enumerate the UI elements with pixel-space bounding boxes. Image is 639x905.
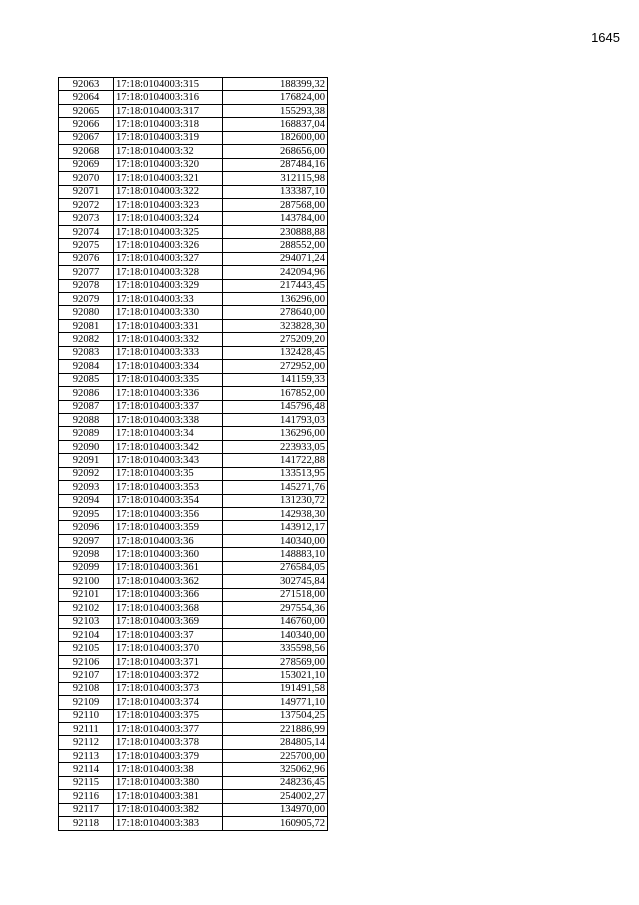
value-cell: 278640,00 <box>223 306 328 319</box>
row-number-cell: 92090 <box>59 440 114 453</box>
row-number-cell: 92098 <box>59 548 114 561</box>
row-number-cell: 92083 <box>59 346 114 359</box>
value-cell: 133513,95 <box>223 467 328 480</box>
value-cell: 149771,10 <box>223 696 328 709</box>
table-row <box>59 467 328 480</box>
row-number-cell: 92081 <box>59 319 114 332</box>
cadastral-number-cell: 17:18:0104003:338 <box>114 413 223 426</box>
row-number-cell: 92075 <box>59 239 114 252</box>
cadastral-number-cell: 17:18:0104003:369 <box>114 615 223 628</box>
value-cell: 167852,00 <box>223 387 328 400</box>
row-number-cell: 92097 <box>59 534 114 547</box>
table-row <box>59 427 328 440</box>
row-number-cell: 92118 <box>59 817 114 830</box>
cadastral-number-cell: 17:18:0104003:317 <box>114 104 223 117</box>
row-number-cell: 92080 <box>59 306 114 319</box>
table-row <box>59 615 328 628</box>
cadastral-number-cell: 17:18:0104003:360 <box>114 548 223 561</box>
cadastral-number-cell: 17:18:0104003:32 <box>114 145 223 158</box>
value-cell: 335598,56 <box>223 642 328 655</box>
cadastral-number-cell: 17:18:0104003:329 <box>114 279 223 292</box>
value-cell: 223933,05 <box>223 440 328 453</box>
row-number-cell: 92084 <box>59 360 114 373</box>
row-number-cell: 92099 <box>59 561 114 574</box>
row-number-cell: 92117 <box>59 803 114 816</box>
table-row <box>59 212 328 225</box>
cadastral-number-cell: 17:18:0104003:320 <box>114 158 223 171</box>
table-row <box>59 266 328 279</box>
row-number-cell: 92068 <box>59 145 114 158</box>
table-row <box>59 91 328 104</box>
value-cell: 221886,99 <box>223 723 328 736</box>
table-row <box>59 642 328 655</box>
row-number-cell: 92076 <box>59 252 114 265</box>
cadastral-number-cell: 17:18:0104003:361 <box>114 561 223 574</box>
cadastral-number-cell: 17:18:0104003:359 <box>114 521 223 534</box>
table-row <box>59 400 328 413</box>
value-cell: 155293,38 <box>223 104 328 117</box>
value-cell: 278569,00 <box>223 655 328 668</box>
row-number-cell: 92089 <box>59 427 114 440</box>
table-row <box>59 548 328 561</box>
row-number-cell: 92072 <box>59 198 114 211</box>
cadastral-number-cell: 17:18:0104003:378 <box>114 736 223 749</box>
row-number-cell: 92106 <box>59 655 114 668</box>
cadastral-number-cell: 17:18:0104003:373 <box>114 682 223 695</box>
row-number-cell: 92102 <box>59 602 114 615</box>
row-number-cell: 92107 <box>59 669 114 682</box>
value-cell: 287568,00 <box>223 198 328 211</box>
cadastral-number-cell: 17:18:0104003:380 <box>114 776 223 789</box>
cadastral-number-cell: 17:18:0104003:370 <box>114 642 223 655</box>
row-number-cell: 92065 <box>59 104 114 117</box>
value-cell: 288552,00 <box>223 239 328 252</box>
table-row <box>59 104 328 117</box>
table-row <box>59 696 328 709</box>
value-cell: 248236,45 <box>223 776 328 789</box>
value-cell: 230888,88 <box>223 225 328 238</box>
row-number-cell: 92108 <box>59 682 114 695</box>
row-number-cell: 92112 <box>59 736 114 749</box>
row-number-cell: 92094 <box>59 494 114 507</box>
value-cell: 284805,14 <box>223 736 328 749</box>
cadastral-number-cell: 17:18:0104003:372 <box>114 669 223 682</box>
value-cell: 168837,04 <box>223 118 328 131</box>
cadastral-number-cell: 17:18:0104003:327 <box>114 252 223 265</box>
row-number-cell: 92078 <box>59 279 114 292</box>
value-cell: 217443,45 <box>223 279 328 292</box>
cadastral-number-cell: 17:18:0104003:337 <box>114 400 223 413</box>
row-number-cell: 92113 <box>59 749 114 762</box>
row-number-cell: 92069 <box>59 158 114 171</box>
cadastral-number-cell: 17:18:0104003:366 <box>114 588 223 601</box>
row-number-cell: 92109 <box>59 696 114 709</box>
value-cell: 134970,00 <box>223 803 328 816</box>
value-cell: 294071,24 <box>223 252 328 265</box>
table-row <box>59 575 328 588</box>
table-row <box>59 373 328 386</box>
value-cell: 182600,00 <box>223 131 328 144</box>
table-body <box>59 78 328 831</box>
table-row <box>59 293 328 306</box>
row-number-cell: 92064 <box>59 91 114 104</box>
value-cell: 136296,00 <box>223 427 328 440</box>
table-row <box>59 346 328 359</box>
cadastral-number-cell: 17:18:0104003:38 <box>114 763 223 776</box>
table-row <box>59 198 328 211</box>
table-row <box>59 185 328 198</box>
table-row <box>59 803 328 816</box>
cadastral-number-cell: 17:18:0104003:377 <box>114 723 223 736</box>
table-row <box>59 763 328 776</box>
row-number-cell: 92091 <box>59 454 114 467</box>
value-cell: 225700,00 <box>223 749 328 762</box>
row-number-cell: 92116 <box>59 790 114 803</box>
cadastral-number-cell: 17:18:0104003:316 <box>114 91 223 104</box>
cadastral-number-cell: 17:18:0104003:330 <box>114 306 223 319</box>
value-cell: 271518,00 <box>223 588 328 601</box>
row-number-cell: 92079 <box>59 293 114 306</box>
value-cell: 137504,25 <box>223 709 328 722</box>
table-row <box>59 682 328 695</box>
table-row <box>59 669 328 682</box>
table-row <box>59 534 328 547</box>
row-number-cell: 92105 <box>59 642 114 655</box>
table-row <box>59 118 328 131</box>
cadastral-number-cell: 17:18:0104003:318 <box>114 118 223 131</box>
cadastral-number-cell: 17:18:0104003:328 <box>114 266 223 279</box>
row-number-cell: 92088 <box>59 413 114 426</box>
value-cell: 145796,48 <box>223 400 328 413</box>
value-cell: 160905,72 <box>223 817 328 830</box>
row-number-cell: 92115 <box>59 776 114 789</box>
row-number-cell: 92085 <box>59 373 114 386</box>
row-number-cell: 92071 <box>59 185 114 198</box>
value-cell: 140340,00 <box>223 534 328 547</box>
value-cell: 148883,10 <box>223 548 328 561</box>
table-row <box>59 306 328 319</box>
cadastral-number-cell: 17:18:0104003:335 <box>114 373 223 386</box>
cadastral-number-cell: 17:18:0104003:34 <box>114 427 223 440</box>
value-cell: 254002,27 <box>223 790 328 803</box>
cadastral-number-cell: 17:18:0104003:315 <box>114 78 223 91</box>
cadastral-value-table <box>58 77 328 831</box>
cadastral-number-cell: 17:18:0104003:383 <box>114 817 223 830</box>
table-row <box>59 158 328 171</box>
table-row <box>59 494 328 507</box>
cadastral-number-cell: 17:18:0104003:322 <box>114 185 223 198</box>
table-row <box>59 508 328 521</box>
cadastral-number-cell: 17:18:0104003:323 <box>114 198 223 211</box>
row-number-cell: 92067 <box>59 131 114 144</box>
cadastral-number-cell: 17:18:0104003:326 <box>114 239 223 252</box>
row-number-cell: 92100 <box>59 575 114 588</box>
table-row <box>59 655 328 668</box>
cadastral-number-cell: 17:18:0104003:371 <box>114 655 223 668</box>
table-row <box>59 319 328 332</box>
cadastral-number-cell: 17:18:0104003:332 <box>114 333 223 346</box>
cadastral-number-cell: 17:18:0104003:35 <box>114 467 223 480</box>
value-cell: 141722,88 <box>223 454 328 467</box>
table-row <box>59 387 328 400</box>
cadastral-number-cell: 17:18:0104003:324 <box>114 212 223 225</box>
table-row <box>59 333 328 346</box>
table-row <box>59 252 328 265</box>
row-number-cell: 92096 <box>59 521 114 534</box>
table-row <box>59 413 328 426</box>
cadastral-number-cell: 17:18:0104003:321 <box>114 172 223 185</box>
value-cell: 276584,05 <box>223 561 328 574</box>
cadastral-number-cell: 17:18:0104003:333 <box>114 346 223 359</box>
value-cell: 287484,16 <box>223 158 328 171</box>
table-row <box>59 602 328 615</box>
value-cell: 242094,96 <box>223 266 328 279</box>
table-row <box>59 817 328 830</box>
cadastral-number-cell: 17:18:0104003:342 <box>114 440 223 453</box>
table-row <box>59 521 328 534</box>
value-cell: 268656,00 <box>223 145 328 158</box>
table-row <box>59 78 328 91</box>
row-number-cell: 92063 <box>59 78 114 91</box>
table-row <box>59 131 328 144</box>
value-cell: 275209,20 <box>223 333 328 346</box>
cadastral-number-cell: 17:18:0104003:381 <box>114 790 223 803</box>
table-row <box>59 440 328 453</box>
value-cell: 302745,84 <box>223 575 328 588</box>
cadastral-number-cell: 17:18:0104003:334 <box>114 360 223 373</box>
table-row <box>59 239 328 252</box>
row-number-cell: 92114 <box>59 763 114 776</box>
cadastral-number-cell: 17:18:0104003:356 <box>114 508 223 521</box>
value-cell: 143784,00 <box>223 212 328 225</box>
row-number-cell: 92103 <box>59 615 114 628</box>
row-number-cell: 92092 <box>59 467 114 480</box>
row-number-cell: 92095 <box>59 508 114 521</box>
cadastral-number-cell: 17:18:0104003:325 <box>114 225 223 238</box>
cadastral-number-cell: 17:18:0104003:362 <box>114 575 223 588</box>
table-row <box>59 225 328 238</box>
value-cell: 133387,10 <box>223 185 328 198</box>
table-row <box>59 360 328 373</box>
cadastral-number-cell: 17:18:0104003:343 <box>114 454 223 467</box>
value-cell: 141159,33 <box>223 373 328 386</box>
cadastral-number-cell: 17:18:0104003:331 <box>114 319 223 332</box>
cadastral-number-cell: 17:18:0104003:354 <box>114 494 223 507</box>
value-cell: 272952,00 <box>223 360 328 373</box>
row-number-cell: 92073 <box>59 212 114 225</box>
row-number-cell: 92111 <box>59 723 114 736</box>
table-row <box>59 279 328 292</box>
table-row <box>59 145 328 158</box>
value-cell: 140340,00 <box>223 628 328 641</box>
value-cell: 146760,00 <box>223 615 328 628</box>
value-cell: 145271,76 <box>223 481 328 494</box>
row-number-cell: 92110 <box>59 709 114 722</box>
row-number-cell: 92082 <box>59 333 114 346</box>
table-row <box>59 172 328 185</box>
value-cell: 325062,96 <box>223 763 328 776</box>
table-row <box>59 736 328 749</box>
cadastral-number-cell: 17:18:0104003:382 <box>114 803 223 816</box>
row-number-cell: 92104 <box>59 628 114 641</box>
table-row <box>59 561 328 574</box>
row-number-cell: 92101 <box>59 588 114 601</box>
value-cell: 323828,30 <box>223 319 328 332</box>
row-number-cell: 92070 <box>59 172 114 185</box>
cadastral-number-cell: 17:18:0104003:33 <box>114 293 223 306</box>
value-cell: 191491,58 <box>223 682 328 695</box>
row-number-cell: 92074 <box>59 225 114 238</box>
cadastral-number-cell: 17:18:0104003:379 <box>114 749 223 762</box>
row-number-cell: 92093 <box>59 481 114 494</box>
cadastral-number-cell: 17:18:0104003:375 <box>114 709 223 722</box>
page-number: 1645 <box>591 30 620 45</box>
row-number-cell: 92066 <box>59 118 114 131</box>
value-cell: 188399,32 <box>223 78 328 91</box>
table-row <box>59 481 328 494</box>
value-cell: 312115,98 <box>223 172 328 185</box>
value-cell: 153021,10 <box>223 669 328 682</box>
table-row <box>59 776 328 789</box>
cadastral-number-cell: 17:18:0104003:353 <box>114 481 223 494</box>
table-row <box>59 723 328 736</box>
value-cell: 143912,17 <box>223 521 328 534</box>
cadastral-number-cell: 17:18:0104003:319 <box>114 131 223 144</box>
value-cell: 136296,00 <box>223 293 328 306</box>
table-row <box>59 709 328 722</box>
cadastral-number-cell: 17:18:0104003:374 <box>114 696 223 709</box>
value-cell: 131230,72 <box>223 494 328 507</box>
cadastral-number-cell: 17:18:0104003:37 <box>114 628 223 641</box>
table-row <box>59 628 328 641</box>
cadastral-number-cell: 17:18:0104003:368 <box>114 602 223 615</box>
table-row <box>59 588 328 601</box>
cadastral-number-cell: 17:18:0104003:36 <box>114 534 223 547</box>
value-cell: 141793,03 <box>223 413 328 426</box>
row-number-cell: 92087 <box>59 400 114 413</box>
table-row <box>59 790 328 803</box>
table-row <box>59 454 328 467</box>
row-number-cell: 92086 <box>59 387 114 400</box>
row-number-cell: 92077 <box>59 266 114 279</box>
value-cell: 142938,30 <box>223 508 328 521</box>
value-cell: 297554,36 <box>223 602 328 615</box>
value-cell: 176824,00 <box>223 91 328 104</box>
cadastral-number-cell: 17:18:0104003:336 <box>114 387 223 400</box>
value-cell: 132428,45 <box>223 346 328 359</box>
table-row <box>59 749 328 762</box>
